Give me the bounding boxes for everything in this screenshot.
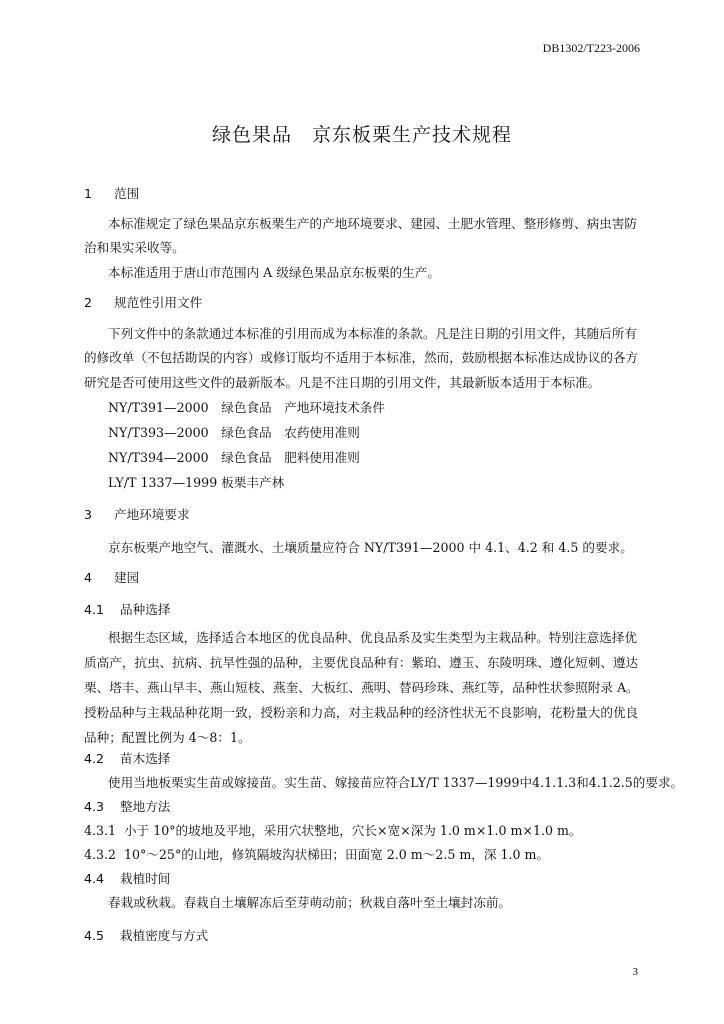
section-number: 2 — [84, 295, 93, 310]
section-number: 4.3 — [84, 799, 105, 814]
paragraph-line: 质高产，抗虫、抗病、抗旱性强的品种，主要优良品种有：紫珀、遵玉、东陵明珠、遵化短刺、遵达 — [84, 655, 639, 670]
section-number: 4 — [84, 570, 93, 585]
section-title: 建园 — [114, 570, 140, 585]
section-title: 整地方法 — [120, 799, 171, 814]
section-heading-4 — [84, 570, 640, 586]
section-number: 4.1 — [84, 602, 105, 617]
paragraph-line: 下列文件中的条款通过本标准的引用而成为本标准的条款。凡是注日期的引用文件，其随后所有 — [108, 326, 637, 341]
section-heading-2 — [84, 295, 640, 311]
section-number: 4.5 — [84, 928, 105, 943]
subsection-heading-4-4 — [84, 871, 640, 887]
subsection-heading-4-3 — [84, 799, 640, 815]
reference-item: NY/T393—2000 绿色食品 农药使用准则 — [108, 425, 360, 440]
paragraph-line: 品种；配置比例为 4～8：1。 — [84, 730, 251, 745]
reference-item: NY/T394—2000 绿色食品 肥料使用准则 — [108, 450, 360, 465]
section-number: 3 — [84, 507, 93, 522]
reference-item: NY/T391—2000 绿色食品 产地环境技术条件 — [108, 400, 385, 415]
page-number: 3 — [632, 966, 638, 978]
paragraph-line: 根据生态区域，选择适合本地区的优良品种、优良品系及实生类型为主栽品种。特别注意选择优 — [108, 630, 637, 645]
paragraph-line: 授粉品种与主栽品种花期一致，授粉亲和力高，对主栽品种的经济性状无不良影响，花粉量大的优良 — [84, 705, 639, 720]
subsection-heading-4-5 — [84, 928, 640, 944]
reference-item: LY/T 1337—1999 板栗丰产林 — [108, 475, 285, 490]
section-title: 苗木选择 — [120, 751, 171, 766]
paragraph-line: 本标准规定了绿色果品京东板栗生产的产地环境要求、建园、土肥水管理、整形修剪、病虫害防 — [108, 216, 637, 231]
section-number: 1 — [84, 186, 93, 201]
document-code: DB1302/T223-2006 — [542, 41, 640, 55]
clause-4-3-2 — [84, 847, 640, 863]
section-title: 栽植密度与方式 — [120, 928, 209, 943]
section-number: 4.2 — [84, 751, 105, 766]
clause-4-3-1 — [84, 823, 640, 839]
paragraph-line: 使用当地板栗实生苗或嫁接苗。实生苗、嫁接苗应符合LY/T 1337—1999中4.1.1.3和4.1.2.5的要求。 — [108, 775, 684, 790]
paragraph-line: 栗、塔丰、燕山早丰、燕山短枝、燕奎、大板红、燕明、替码珍珠、燕红等，品种性状参照附录 A。 — [84, 680, 639, 695]
subsection-heading-4-1 — [84, 602, 640, 618]
section-title: 规范性引用文件 — [114, 295, 203, 310]
section-number: 4.4 — [84, 871, 105, 886]
section-title: 栽植时间 — [120, 871, 171, 886]
section-heading-1 — [84, 186, 640, 202]
clause-text: 小于 10°的坡地及平地，采用穴状整地，穴长×宽×深为 1.0 m×1.0 m×1.0 m。 — [124, 823, 582, 838]
clause-text: 10°～25°的山地，修筑隔坡沟状梯田；田面宽 2.0 m～2.5 m，深 1.0 m。 — [124, 847, 550, 862]
paragraph-line: 京东板栗产地空气、灌溉水、土壤质量应符合 NY/T391—2000 中 4.1、4.2 和 4.5 的要求。 — [108, 540, 633, 555]
section-title: 范围 — [114, 186, 140, 201]
clause-number: 4.3.2 — [84, 847, 117, 862]
paragraph-line: 研究是否可使用这些文件的最新版本。凡是不注日期的引用文件，其最新版本适用于本标准。 — [84, 375, 601, 390]
paragraph-line: 本标准适用于唐山市范围内 A 级绿色果品京东板栗的生产。 — [108, 265, 440, 280]
paragraph-line: 春栽或秋栽。春栽自土壤解冻后至芽萌动前；秋栽自落叶至土壤封冻前。 — [108, 895, 511, 910]
section-heading-3 — [84, 507, 640, 523]
section-title: 产地环境要求 — [114, 507, 190, 522]
subsection-heading-4-2 — [84, 751, 640, 767]
page-title: 绿色果品 京东板栗生产技术规程 — [211, 124, 512, 146]
clause-number: 4.3.1 — [84, 823, 117, 838]
section-title: 品种选择 — [120, 602, 171, 617]
paragraph-line: 治和果实采收等。 — [84, 240, 185, 255]
paragraph-line: 的修改单（不包括勘误的内容）或修订版均不适用于本标准，然而，鼓励根据本标准达成协议的各方 — [84, 350, 639, 365]
